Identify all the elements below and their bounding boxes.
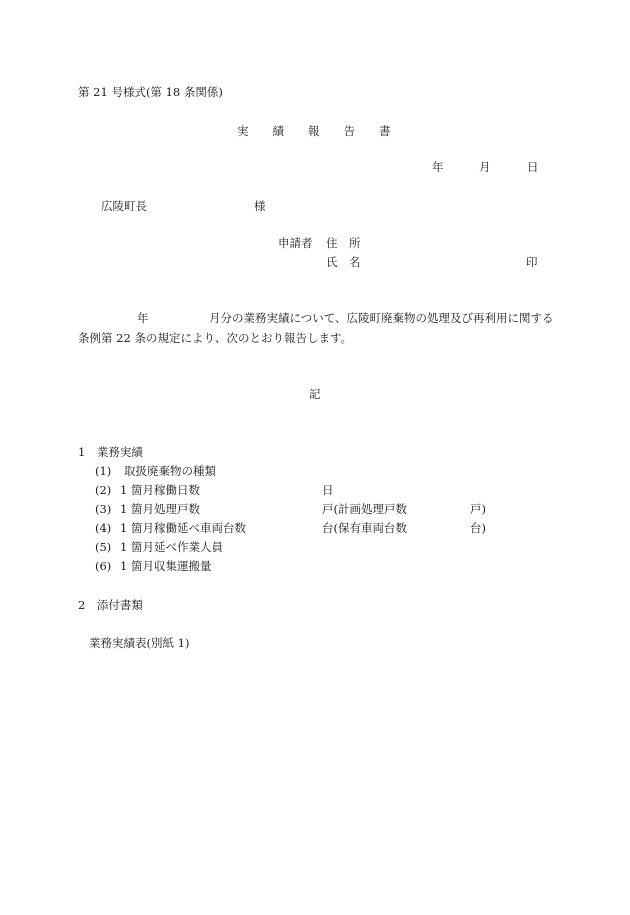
name-label: 氏 名: [326, 255, 361, 269]
item-label: 1 箇月収集運搬量: [120, 559, 212, 573]
item-num: (4): [95, 521, 112, 535]
section2-heading: 2 添付書類: [78, 598, 143, 612]
item-num: (2): [95, 483, 112, 497]
item-close: 戸): [470, 502, 486, 516]
item-label: 1 箇月稼働延べ車両台数: [120, 521, 246, 535]
item-label: 1 箇月延べ作業人員: [120, 540, 223, 554]
address-label: 住 所: [326, 236, 361, 250]
document-title: [237, 124, 391, 138]
item-label: 1 箇月稼働日数: [120, 483, 200, 497]
item-unit: 台(保有車両台数: [322, 521, 407, 535]
item-num: (5): [95, 540, 112, 554]
title-char: 報: [308, 124, 320, 138]
title-char: 告: [343, 124, 355, 138]
section1-heading: 1 業務実績: [78, 445, 143, 459]
form-label: 第 21 号様式(第 18 条関係): [78, 85, 223, 99]
addressee-honorific: 様: [254, 199, 266, 213]
body-line-1: 月分の業務実績について、広陵町廃棄物の処理及び再利用に関する: [209, 311, 554, 325]
item-unit: 戸(計画処理戸数: [322, 502, 407, 516]
title-char: 書: [379, 124, 391, 138]
item-label: 1 箇月処理戸数: [120, 502, 200, 516]
item-close: 台): [470, 521, 486, 535]
item-num: (1): [95, 464, 112, 478]
item-num: (6): [95, 559, 112, 573]
ki-heading: 記: [309, 387, 321, 401]
seal-mark: 印: [526, 255, 538, 269]
body-year: 年: [137, 311, 149, 325]
item-unit: 日: [322, 483, 334, 497]
applicant-label: 申請者: [278, 236, 313, 250]
date-day: 日: [527, 160, 539, 174]
item-num: (3): [95, 502, 112, 516]
attachment-item: 業務実績表(別紙 1): [89, 636, 190, 650]
date-month: 月: [479, 160, 491, 174]
item-label: 取扱廃棄物の種類: [124, 464, 216, 478]
title-char: 実: [237, 124, 249, 138]
body-line-2: 条例第 22 条の規定により、次のとおり報告します。: [78, 331, 353, 345]
title-char: 績: [272, 124, 284, 138]
date-year: 年: [432, 160, 444, 174]
addressee-name: 広陵町長: [101, 199, 147, 213]
